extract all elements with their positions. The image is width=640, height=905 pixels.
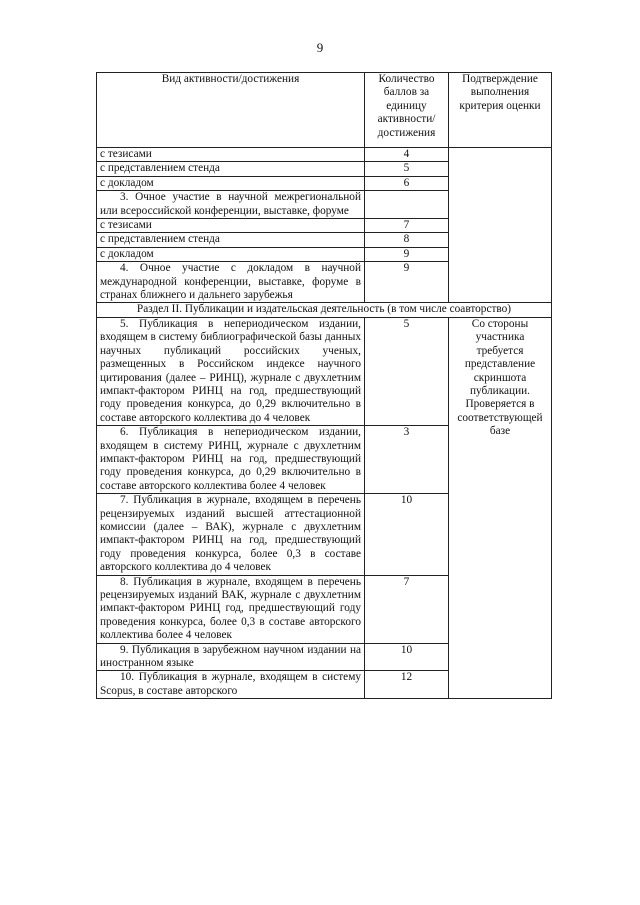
points-cell: 10 [365, 643, 449, 671]
header-points: Количество баллов за единицу активности/ достижения [365, 73, 449, 148]
activity-cell: 5. Публикация в непериодическом издании, входящем в систему библиографической базы данных научных публикаций российских ученых, размещенных в Российском индексе научного цитирования (далее – РИНЦ), журнале с двухлетним импакт-фактором РИНЦ на год, предшествующий году проведения конкурса, до 0,29 включительно в составе авторского коллектива до 4 человек [97, 317, 365, 425]
activity-cell: 9. Публикация в зарубежном научном издании на иностранном языке [97, 643, 365, 671]
confirmation-cell [449, 148, 552, 303]
section-row [97, 303, 552, 317]
activity-cell: 4. Очное участие с докладом в научной международной конференции, выставке, форуме в странах ближнего и дальнего зарубежья [97, 262, 365, 303]
table-header-row [97, 73, 552, 148]
activity-cell: с представлением стенда [97, 162, 365, 176]
confirmation-cell: Со стороны участника требуется представление скриншота публикации. Проверяется в соответствующей базе [449, 317, 552, 698]
activity-cell: 7. Публикация в журнале, входящем в перечень рецензируемых изданий высшей аттестационной комиссии (далее – ВАК), журнале с двухлетним импакт-фактором РИНЦ на год, предшествующий году проведения конкурса, более 0,3 в составе авторского коллектива до 4 человек [97, 494, 365, 575]
points-cell [365, 191, 449, 219]
points-cell: 9 [365, 262, 449, 303]
points-cell: 8 [365, 233, 449, 247]
points-cell: 6 [365, 176, 449, 190]
points-cell: 7 [365, 575, 449, 643]
points-cell: 5 [365, 317, 449, 425]
activity-cell: 6. Публикация в непериодическом издании, входящем в систему РИНЦ, журнале с двухлетним импакт-фактором РИНЦ на год, предшествующий году проведения конкурса, до 0,29 включительно в составе авторского коллектива более 4 человек [97, 426, 365, 494]
activity-cell: с тезисами [97, 219, 365, 233]
activity-cell: 10. Публикация в журнале, входящем в систему Scopus, в составе авторского [97, 671, 365, 699]
table-row [97, 317, 552, 425]
header-activity: Вид активности/достижения [97, 73, 365, 148]
activity-cell: с докладом [97, 247, 365, 261]
points-cell: 3 [365, 426, 449, 494]
section-title: Раздел II. Публикации и издательская деятельность (в том числе соавторство) [97, 303, 552, 317]
activity-cell: 8. Публикация в журнале, входящем в перечень рецензируемых изданий ВАК, журнале с двухлетним импакт-фактором РИНЦ год, предшествующий году проведения конкурса, более 0,3 в составе авторского коллектива более 4 человек [97, 575, 365, 643]
points-cell: 4 [365, 148, 449, 162]
activity-cell: 3. Очное участие в научной межрегиональной или всероссийской конференции, выставке, форуме [97, 191, 365, 219]
activity-cell: с представлением стенда [97, 233, 365, 247]
points-cell: 10 [365, 494, 449, 575]
page-number: 9 [316, 40, 324, 55]
points-cell: 7 [365, 219, 449, 233]
criteria-table [96, 72, 552, 699]
points-cell: 9 [365, 247, 449, 261]
header-confirmation: Подтверждение выполнения критерия оценки [449, 73, 552, 148]
points-cell: 12 [365, 671, 449, 699]
points-cell: 5 [365, 162, 449, 176]
table-row [97, 148, 552, 162]
activity-cell: с докладом [97, 176, 365, 190]
activity-cell: с тезисами [97, 148, 365, 162]
